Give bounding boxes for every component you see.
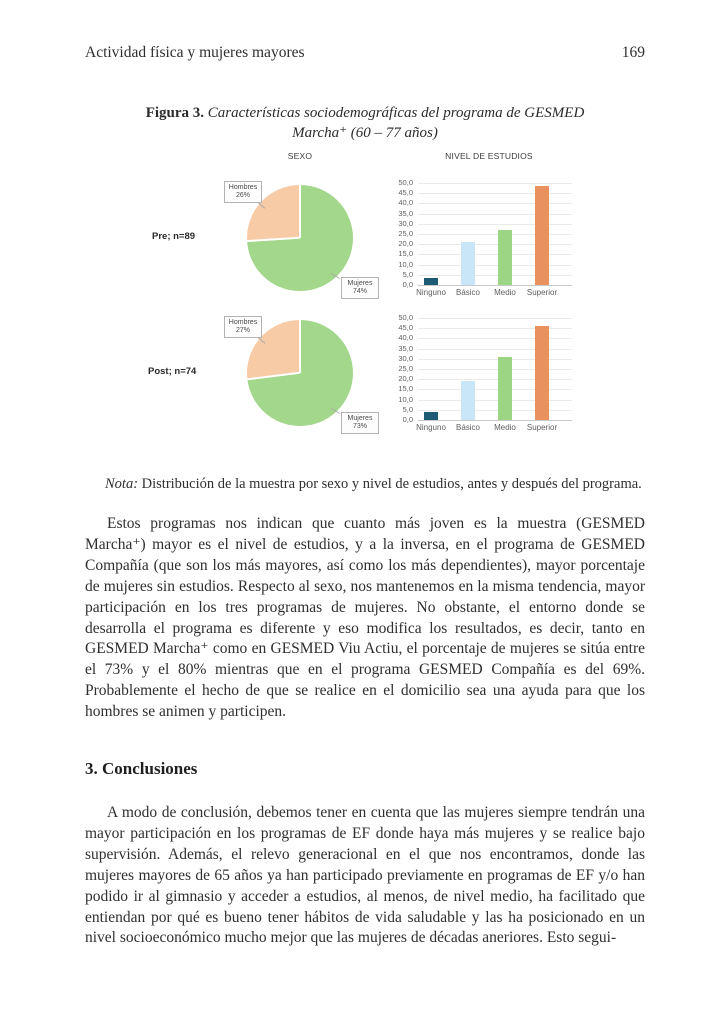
plot-area: [418, 183, 572, 285]
x-category-label: Ninguno: [416, 288, 446, 297]
figure-caption: [85, 103, 645, 143]
bar-ninguno: [424, 278, 438, 285]
pie-slice-divider: [299, 320, 301, 373]
estudios-chart-title: NIVEL DE ESTUDIOS: [445, 151, 533, 161]
y-tick-label: 5,0: [402, 269, 413, 279]
callout-value: 74%: [352, 288, 367, 295]
y-tick-label: 10,0: [398, 259, 413, 269]
page-number: 169: [621, 44, 645, 61]
body-paragraph-1: Estos programas nos indican que cuanto más joven es la muestra (GESMED Marcha⁺) mayor es el nivel de estudios, y a la inversa, en el programa de GESMED Compañía (que son los más mayores, así como los más dependientes), mayor porcentaje de mujeres sin estudios. Respecto al sexo, nos mantenemos en la misma tendencia, mayor participación en los tres programas de mujeres. No obstante, el entorno donde se desarrolla el programa es diferente y eso modifica los resultados, es decir, tanto en GESMED Marcha⁺ como en GESMED Viu Actiu, el porcentaje de mujeres se sitúa entre el 73% y el 80% mientras que en el programa GESMED Compañía es del 69%. Probablemente el hecho de que se realice en el domicilio sea una ayuda para que los hombres se animen y participen.: [85, 515, 645, 721]
body-paragraph-2: A modo de conclusión, debemos tener en cuenta que las mujeres siempre tendrán una mayor participación en los programas de EF donde haya más mujeres y se realice bajo supervisión. Además, el relevo generacional en el que nos encontramos, donde las mujeres mayores de 65 años ya han participado previamente en programas de EF y/o han podido ir al gimnasio y acceder a estudios, al menos, de nivel medio, ha facilitado que entiendan por qué es bueno tener hábitos de vida saludable y las ha posicionado en un nivel socioeconómico mucho mejor que las mujeres de décadas aneriores. Esto segui-: [85, 804, 645, 947]
section-heading-conclusiones: 3. Conclusiones: [85, 759, 198, 778]
y-tick-label: 5,0: [402, 404, 413, 414]
gridline: [418, 420, 572, 421]
y-tick-label: 10,0: [398, 394, 413, 404]
bar-chart-pre: [380, 179, 580, 304]
pie-slice-divider: [247, 372, 300, 380]
bar-superior: [535, 186, 549, 285]
y-tick-label: 15,0: [398, 249, 413, 259]
pie-chart-pre: [247, 185, 353, 291]
y-axis: [380, 179, 413, 291]
bar-básico: [461, 381, 475, 420]
figure-caption-line2: Marcha⁺ (60 – 77 años): [292, 125, 438, 141]
x-category-label: Básico: [455, 423, 480, 432]
running-header-title: Actividad física y mujeres mayores: [85, 44, 305, 61]
callout-hombres-pre: [224, 181, 262, 203]
bar-básico: [461, 242, 475, 285]
figure-charts: [0, 148, 728, 460]
x-category-label: Superior: [526, 423, 558, 432]
figure-label: Figura 3.: [145, 105, 205, 121]
callout-label: Mujeres: [347, 414, 373, 422]
x-category-label: Superior: [526, 288, 558, 297]
row-label-pre: Pre; n=89: [152, 231, 196, 242]
callout-value: 27%: [235, 327, 250, 334]
callout-mujeres-post: [341, 412, 379, 434]
sexo-chart-title: SEXO: [287, 151, 313, 161]
bar-ninguno: [424, 412, 438, 420]
callout-value: 73%: [352, 423, 367, 430]
callout-value: 26%: [235, 192, 250, 199]
figure-note-label: Nota:: [105, 475, 139, 492]
bar-medio: [498, 230, 512, 285]
y-tick-label: 25,0: [398, 364, 413, 373]
y-tick-label: 25,0: [398, 229, 413, 238]
y-tick-label: 30,0: [398, 218, 413, 228]
figure-note-text: Distribución de la muestra por sexo y nivel de estudios, antes y después del programa.: [141, 475, 642, 492]
callout-label: Hombres: [228, 183, 258, 191]
y-tick-label: 40,0: [398, 333, 413, 343]
gridline: [418, 318, 572, 319]
bar-chart-post: [380, 314, 580, 439]
y-tick-label: 20,0: [398, 374, 413, 384]
y-tick-label: 15,0: [398, 384, 413, 394]
x-category-label: Ninguno: [416, 423, 446, 432]
pie-chart-post: [247, 320, 353, 426]
callout-label: Hombres: [228, 318, 258, 326]
y-tick-label: 45,0: [398, 188, 413, 198]
callout-label: Mujeres: [347, 279, 373, 287]
y-tick-label: 35,0: [398, 343, 413, 353]
running-header: [85, 44, 645, 62]
callout-mujeres-pre: [341, 277, 379, 299]
callout-hombres-post: [224, 316, 262, 338]
y-tick-label: 50,0: [398, 313, 413, 322]
y-tick-label: 45,0: [398, 323, 413, 333]
x-category-label: Medio: [494, 423, 516, 432]
gridline: [418, 183, 572, 184]
bar-superior: [535, 326, 549, 420]
x-category-label: Básico: [455, 288, 480, 297]
y-tick-label: 20,0: [398, 239, 413, 249]
figure-caption-line1: Características sociodemográficas del programa de GESMED: [207, 105, 585, 121]
plot-area: [418, 318, 572, 420]
y-tick-label: 35,0: [398, 208, 413, 218]
pie-slice-divider: [299, 185, 301, 238]
x-category-label: Medio: [494, 288, 516, 297]
figure-note: [105, 474, 645, 495]
y-tick-label: 0,0: [402, 415, 413, 424]
y-axis: [380, 314, 413, 426]
y-tick-label: 40,0: [398, 198, 413, 208]
pie-slice-divider: [247, 237, 300, 242]
y-tick-label: 50,0: [398, 178, 413, 187]
bar-medio: [498, 357, 512, 420]
x-axis-labels: [418, 423, 572, 435]
y-tick-label: 30,0: [398, 353, 413, 363]
gridline: [418, 285, 572, 286]
row-label-post: Post; n=74: [148, 366, 197, 377]
x-axis-labels: [418, 288, 572, 300]
y-tick-label: 0,0: [402, 280, 413, 289]
